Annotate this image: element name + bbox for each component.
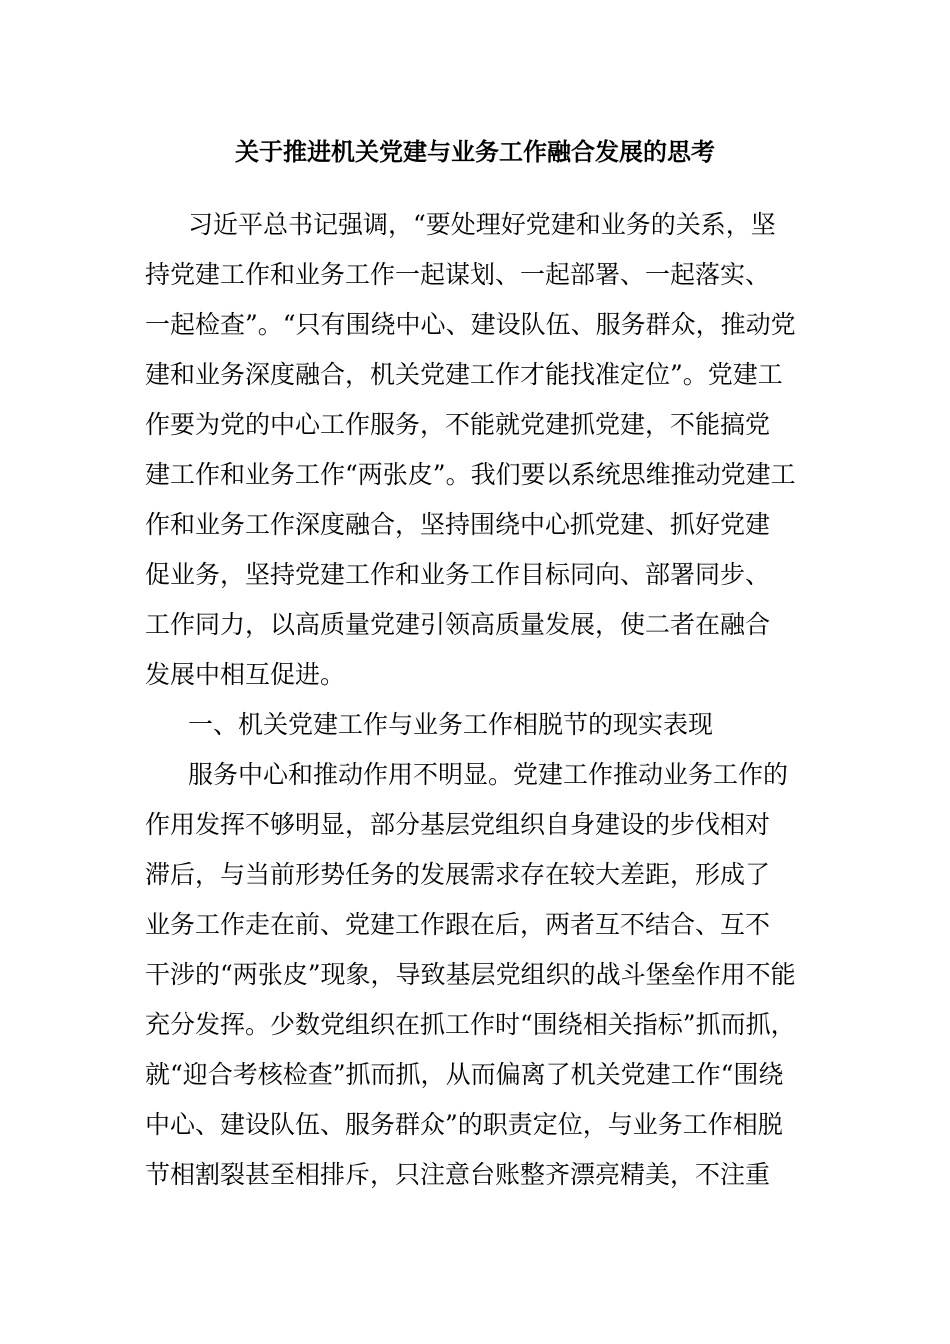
document-title: 关于推进机关党建与业务工作融合发展的思考 [235,138,715,166]
text-line: 作要为党的中心工作服务，不能就党建抓党建，不能搞党 [145,410,771,439]
paragraph-section-one [145,750,805,1200]
text-line: 促业务，坚持党建工作和业务工作目标同向、部署同步、 [145,560,771,589]
text-line: 充分发挥。少数党组织在抓工作时“围绕相关指标”抓而抓， [145,1010,796,1039]
text-line: 发展中相互促进。 [145,660,346,689]
text-line: 滞后，与当前形势任务的发展需求存在较大差距，形成了 [145,860,771,889]
text-line: 作用发挥不够明显，部分基层党组织自身建设的步伐相对 [145,810,771,839]
section-heading [145,700,805,750]
text-line: 工作同力，以高质量党建引领高质量发展，使二者在融合 [145,610,771,639]
text-line: 作和业务工作深度融合，坚持围绕中心抓党建、抓好党建 [145,510,771,539]
text-line: 业务工作走在前、党建工作跟在后，两者互不结合、互不 [145,910,771,939]
document-body [145,200,805,1200]
paragraph-intro [145,200,805,700]
text-line: 就“迎合考核检查”抓而抓，从而偏离了机关党建工作“围绕 [145,1060,784,1089]
text-line: 建和业务深度融合，机关党建工作才能找准定位”。党建工 [145,360,783,389]
text-line: 一起检查”。“只有围绕中心、建设队伍、服务群众，推动党 [145,310,796,339]
text-line: 建工作和业务工作“两张皮”。我们要以系统思维推动党建工 [145,460,796,489]
text-line: 节相割裂甚至相排斥，只注意台账整齐漂亮精美，不注重 [145,1160,771,1189]
section-heading-text: 一、机关党建工作与业务工作相脱节的现实表现 [188,710,714,739]
text-line: 习近平总书记强调，“要处理好党建和业务的关系，坚 [188,210,776,239]
text-line: 持党建工作和业务工作一起谋划、一起部署、一起落实、 [145,260,771,289]
text-line: 中心、建设队伍、服务群众”的职责定位，与业务工作相脱 [145,1110,783,1139]
text-line: 服务中心和推动作用不明显。党建工作推动业务工作的 [188,760,789,789]
text-line: 干涉的“两张皮”现象，导致基层党组织的战斗堡垒作用不能 [145,960,796,989]
